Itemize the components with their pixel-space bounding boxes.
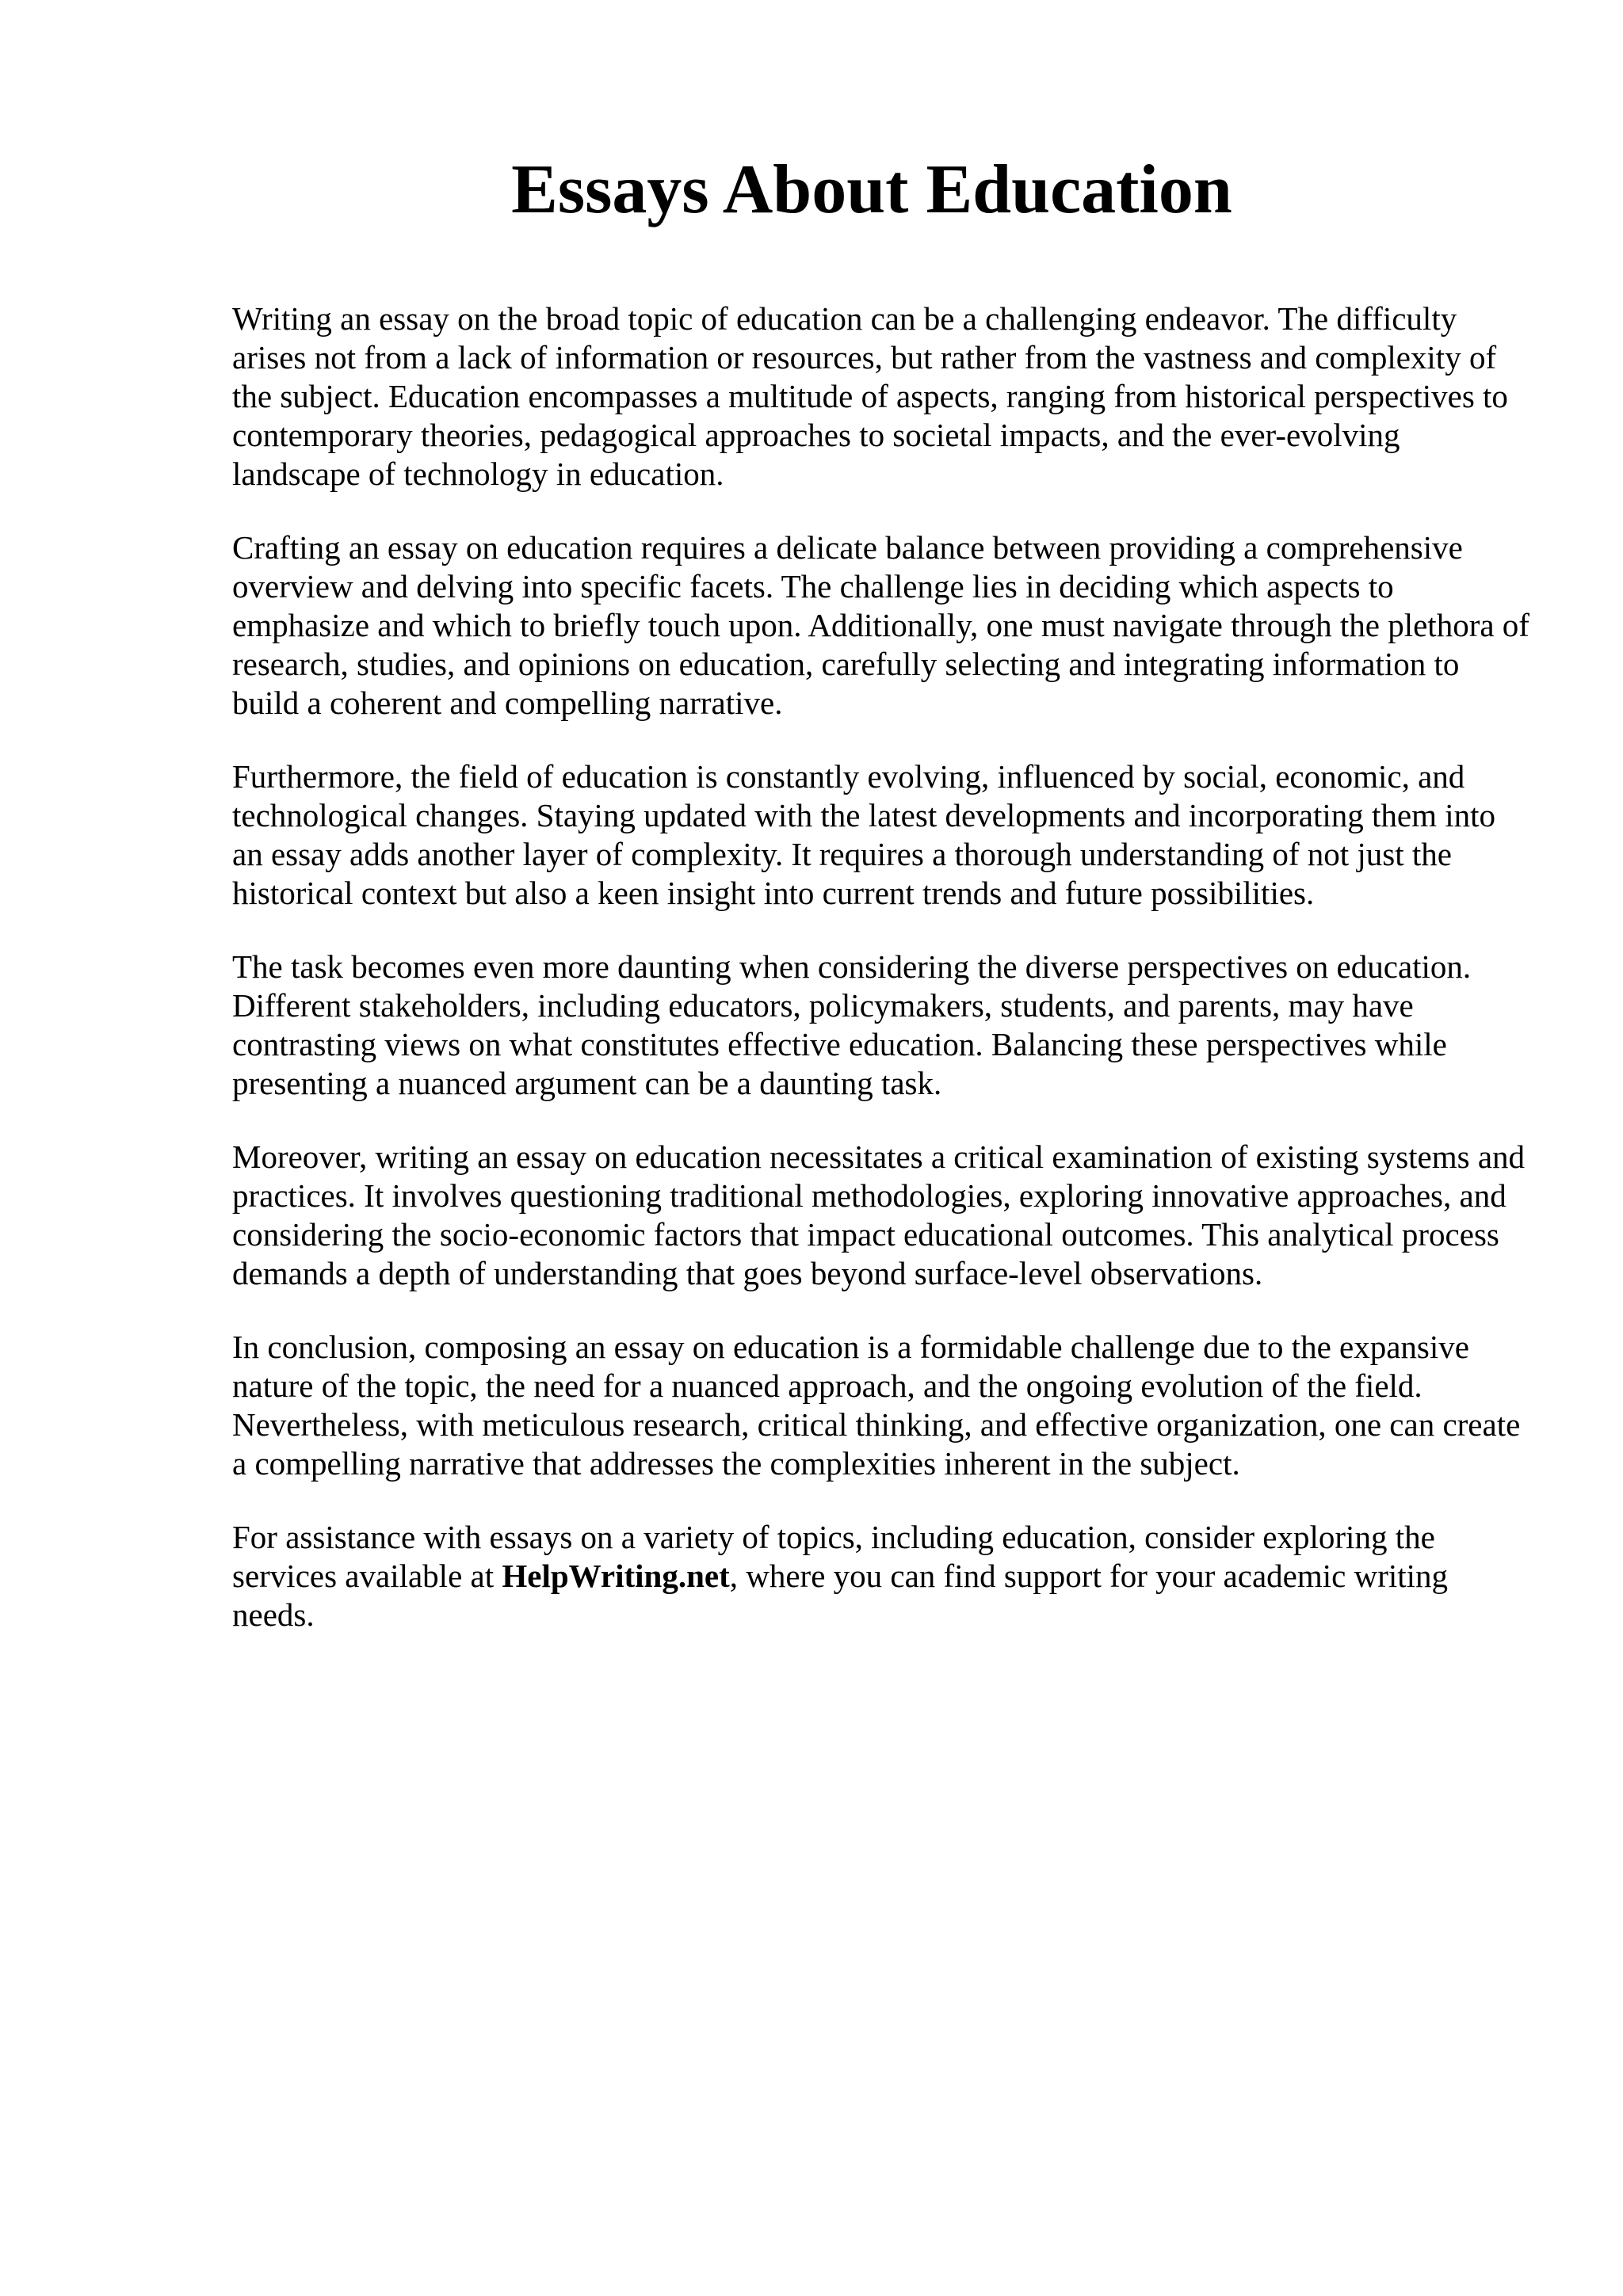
paragraph-2: Crafting an essay on education requires a delicate balance between providing a comprehensive overview and delving into specific facets. The challenge lies in deciding which aspects to emphasize and which to briefly touch upon. Additionally, one must navigate through the plethora of research, studies, and opinions on education, carefully selecting and integrating information to build a coherent and compelling narrative. xyxy=(232,529,1529,721)
closing-text-after: , where you can find support for your academic writing needs. xyxy=(232,1558,1449,1633)
paragraph-3: Furthermore, the field of education is constantly evolving, influenced by social, economic, and technological changes. Staying updated with the latest developments and incorporating them into an essay adds another layer of complexity. It requires a thorough understanding of not just the historical context but also a keen insight into current trends and future possibilities. xyxy=(232,758,1496,911)
document-body xyxy=(232,299,1532,1669)
closing-paragraph xyxy=(232,1518,1532,1634)
closing-text-before: For assistance with essays on a variety of topics, including education, consider exploring the services available at xyxy=(232,1519,1435,1594)
document-title: Essays About Education xyxy=(511,151,1232,228)
paragraph-1: Writing an essay on the broad topic of education can be a challenging endeavor. The difficulty arises not from a lack of information or resources, but rather from the vastness and complexity of the subject. Education encompasses a multitude of aspects, ranging from historical perspectives to contemporary theories, pedagogical approaches to societal impacts, and the ever-evolving landscape of technology in education. xyxy=(232,300,1508,492)
paragraph-6: In conclusion, composing an essay on education is a formidable challenge due to the expansive nature of the topic, the need for a nuanced approach, and the ongoing evolution of the field. Nevertheless, with meticulous research, critical thinking, and effective organization, one can create a compelling narrative that addresses the complexities inherent in the subject. xyxy=(232,1329,1521,1482)
brand-name: HelpWriting.net xyxy=(502,1558,730,1594)
paragraph-4: The task becomes even more daunting when considering the diverse perspectives on education. Different stakeholders, including educators, policymakers, students, and parents, may have contrasting views on what constitutes effective education. Balancing these perspectives while presenting a nuanced argument can be a daunting task. xyxy=(232,948,1472,1101)
paragraph-5: Moreover, writing an essay on education necessitates a critical examination of existing systems and practices. It involves questioning traditional methodologies, exploring innovative approaches, and considering the socio-economic factors that impact educational outcomes. This analytical process demands a depth of understanding that goes beyond surface-level observations. xyxy=(232,1138,1526,1291)
